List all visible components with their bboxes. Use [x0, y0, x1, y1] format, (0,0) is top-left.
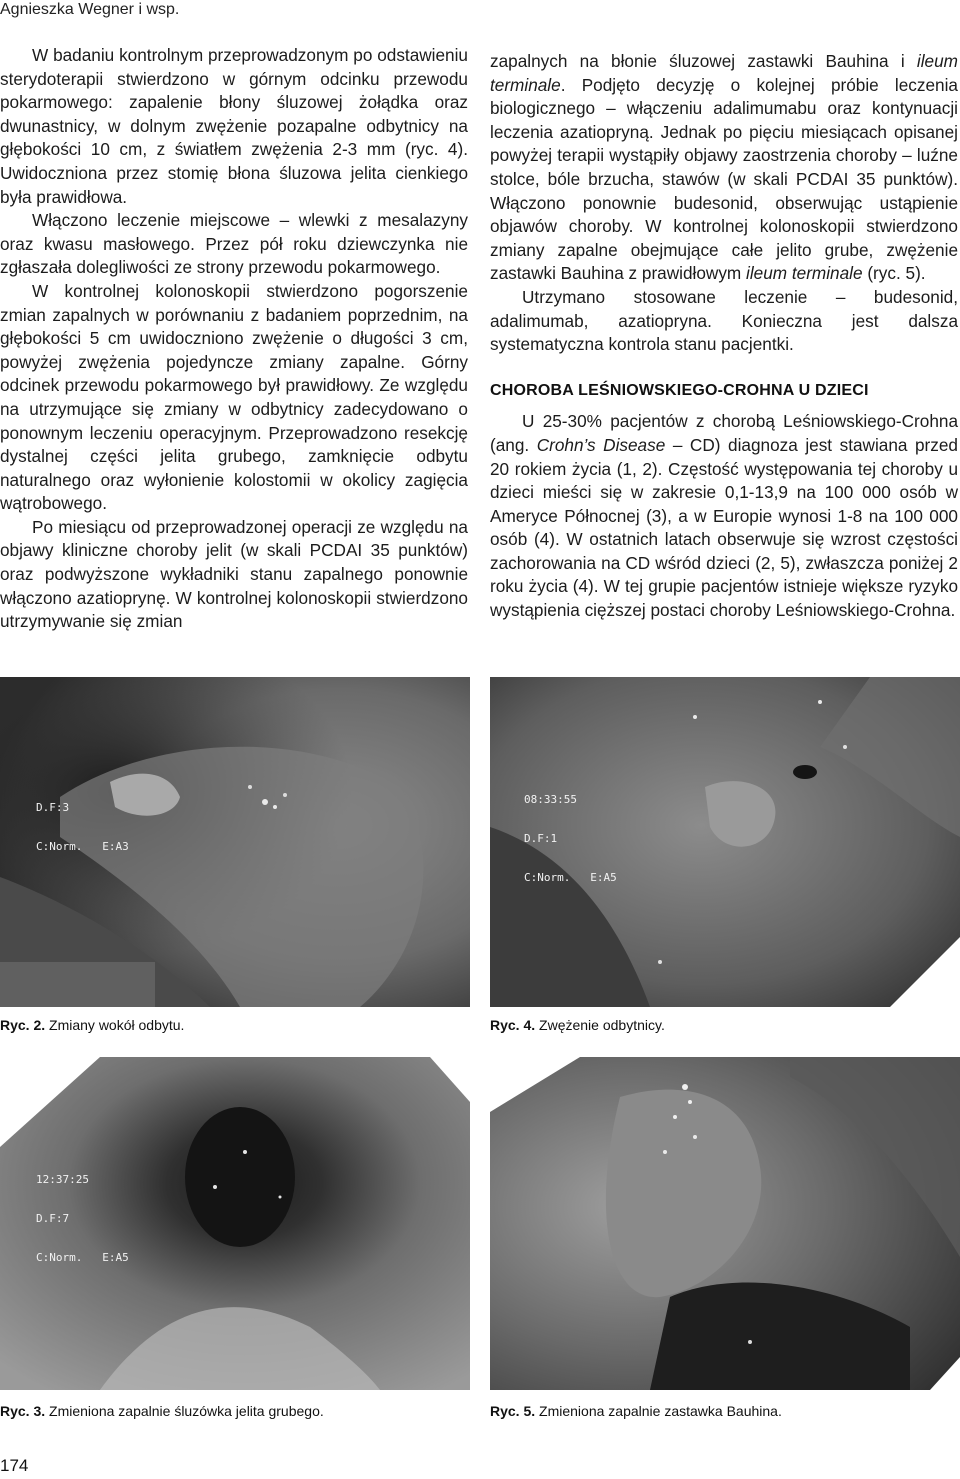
- body-paragraph: Włączono leczenie miejscowe – wlewki z mesalazyny oraz kwasu masłowego. Przez pół roku dziewczynka nie zgłaszała dolegliwości ze strony przewodu pokarmowego.: [0, 210, 468, 278]
- overlay-line: D.F:7: [36, 1212, 70, 1225]
- overlay-line: [498, 1256, 591, 1269]
- text-run: – CD) diagnoza jest stawiana przed 20 rokiem życia (1, 2). Częstość występowania tej choroby u dzieci mieści się w zakresie 0,1-13,9 na 100 000 osób w Ameryce Północnej (3), a w Europie wynosi 1-8 na 100 000 osób (4). W ostatnich latach obserwuje się wzrost częstości zachorowania na CD wśród dzieci (2, 5), zwłaszcza poniżej 2 roku życia (4). W tej grupie pacjentów istnieje większe ryzyko wystąpienia cięższej postaci choroby Leśniowskiego-Crohna.: [490, 434, 958, 621]
- italic-term: ileum terminale: [746, 263, 863, 284]
- overlay-line: D.F:3: [36, 801, 70, 814]
- endoscope-overlay-text: [524, 767, 617, 910]
- figure-ryc-2-image: [0, 677, 470, 1007]
- figure-caption: [490, 1016, 665, 1034]
- overlay-line: [498, 1217, 591, 1230]
- page-number: 174: [0, 1456, 29, 1475]
- right-column: [490, 50, 958, 623]
- overlay-line: 12:37:25: [36, 1173, 89, 1186]
- caption-text: Zmieniona zapalnie zastawka Bauhina.: [535, 1403, 782, 1419]
- overlay-line: C:Norm. E:A5: [36, 1251, 129, 1264]
- figure-caption: [0, 1402, 324, 1420]
- italic-term: ileum terminale: [490, 51, 958, 95]
- section-heading: CHOROBA LEŚNIOWSKIEGO-CROHNA U DZIECI: [490, 381, 869, 399]
- left-column: [0, 44, 468, 634]
- figure-label: Ryc. 2.: [0, 1017, 46, 1033]
- running-head: Agnieszka Wegner i wsp.: [0, 1, 180, 18]
- body-paragraph: Utrzymano stosowane leczenie – budesonid, adalimumab, azatiopryna. Konieczna jest dalsza systematyczna kontrola stanu pacjentki.: [490, 286, 958, 355]
- figure-ryc-3-image: [0, 1057, 470, 1390]
- text-run: zapalnych na błonie śluzowej zastawki Bauhina i: [490, 51, 917, 71]
- endoscope-overlay-text: [36, 775, 129, 879]
- figure-ryc-4-image: [490, 677, 960, 1007]
- endoscope-overlay-text: [36, 1147, 129, 1290]
- text-run: U 25-30% pacjentów z chorobą Leśniowskiego-Crohna (ang.: [490, 411, 958, 455]
- figure-label: Ryc. 3.: [0, 1403, 46, 1419]
- body-paragraph: W kontrolnej kolonoskopii stwierdzono pogorszenie zmian zapalnych w porównaniu z badaniem poprzednim, na głębokości 5 cm uwidoczniono zwężenie o długości 3 cm, powyżej zwężenia pojedyncze zmiany zapalne. Górny odcinek przewodu pokarmowego był prawidłowy. Ze względu na utrzymujące się zmiany w odbytnicy zadecydowano o ponownym leczeniu operacyjnym. Przeprowadzono resekcję dystalnej części jelita grubego, zamknięcie odbytu naturalnego oraz wyłonienie kolostomii w okolicy zagięcia wątrobowego.: [0, 280, 468, 514]
- caption-text: Zwężenie odbytnicy.: [535, 1017, 665, 1033]
- text-run: . Podjęto decyzję o kolejnej próbie leczenia biologicznego – włączeniu adalimumabu oraz kontynuacji leczenia azatiopryną. Jednak po pięciu miesiącach opisanej powyżej terapii wystąpiły objawy zaostrzenia choroby – luźne stolce, bóle brzucha, stawów (w skali PCDAI 35 punktów). Włączono ponownie budesonid, obserwując ustąpienie objawów choroby. W kontrolnej kolonoskopii stwierdzono zmiany zapalne obejmujące całe jelito grube, zwężenie zastawki Bauhina z prawidłowym: [490, 74, 958, 284]
- overlay-line: C:Norm. E:A3: [36, 840, 129, 853]
- caption-text: Zmieniona zapalnie śluzówka jelita grubego.: [45, 1403, 324, 1419]
- body-paragraph: Po miesiącu od przeprowadzonej operacji ze względu na objawy kliniczne choroby jelit (w skali PCDAI 35 punktów) oraz podwyższone wykładniki stanu zapalnego ponownie włączono azatioprynę. W kontrolnej kolonoskopii stwierdzono utrzymywanie się zmian: [0, 516, 468, 632]
- overlay-line: [498, 1178, 591, 1191]
- italic-term: Crohn’s Disease: [536, 434, 666, 455]
- body-paragraph: [490, 50, 958, 286]
- figure-ryc-5-image: [490, 1057, 960, 1390]
- caption-text: Zmiany wokół odbytu.: [45, 1017, 185, 1033]
- body-paragraph: W badaniu kontrolnym przeprowadzonym po odstawieniu sterydoterapii stwierdzono w górnym odcinku przewodu pokarmowego: zapalenie błony śluzowej żołądka oraz dwunastnicy, w dolnym zwężenie pozapalne odbytnicy na głębokości 10 cm, z światłem zwężenia 2-3 mm (ryc. 4). Uwidoczniona przez stomię błona śluzowa jelita cienkiego była prawidłowa.: [0, 45, 468, 207]
- overlay-line: C:Norm. E:A5: [524, 871, 617, 884]
- figure-label: Ryc. 5.: [490, 1403, 536, 1419]
- text-run: (ryc. 5).: [862, 263, 926, 284]
- body-paragraph: [490, 410, 958, 622]
- figure-caption: [490, 1402, 782, 1420]
- figure-label: Ryc. 4.: [490, 1017, 536, 1033]
- overlay-line: D.F:1: [524, 832, 558, 845]
- figure-caption: [0, 1016, 184, 1034]
- overlay-line: 08:33:55: [524, 793, 577, 806]
